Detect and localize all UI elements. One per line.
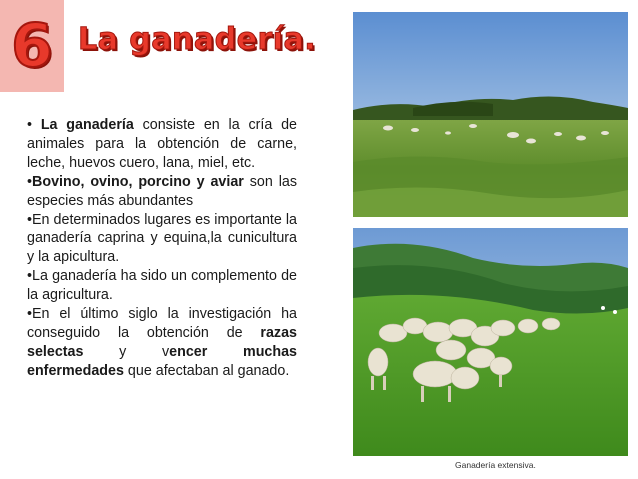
bullet-text: consiste en la cría de animales para la obtención de carne, leche, huevos cuero, lana, miel, etc. — [27, 117, 297, 171]
bullet-text — [32, 117, 41, 133]
bullet-item — [27, 305, 297, 381]
bullet-strong: La ganadería — [40, 117, 134, 133]
sheep-photo — [353, 228, 628, 456]
bullet-item — [27, 211, 297, 268]
bullet-text: La ganadería ha sido un complemento de la agricultura. — [27, 268, 297, 304]
bullet-mark: • — [27, 306, 33, 323]
bullet-strong: encer muchas enfermedades — [27, 343, 298, 379]
bullet-mark: • — [27, 173, 33, 190]
pasture-photo — [353, 12, 628, 217]
bullet-text: y — [83, 343, 162, 360]
bullet-text: En determinados lugares es importante la ganadería caprina y equina,la cunicultura y la apicultura. — [27, 211, 297, 266]
bullet-text: En el último siglo la investigación ha conseguido la obtención de — [27, 306, 297, 341]
bullet-mark: • — [27, 211, 33, 228]
slide-number: 6 — [11, 11, 53, 81]
bullet-item — [27, 267, 297, 305]
slide-title: La ganadería. — [78, 22, 317, 57]
bullet-mark: • — [27, 117, 33, 133]
bullet-strong: razas selectas — [27, 324, 297, 360]
bullet-item — [27, 173, 297, 211]
photo-caption: Ganadería extensiva. — [455, 460, 536, 470]
bullet-text: v — [161, 343, 170, 360]
bullet-list — [27, 116, 297, 381]
bullet-text: que afectaban al ganado. — [123, 362, 290, 379]
slide-number-box — [0, 0, 64, 92]
bullet-text: son las especies más abundantes — [27, 173, 297, 209]
bullet-item — [27, 116, 297, 173]
bullet-mark: • — [27, 268, 33, 285]
bullet-strong: Bovino, ovino, porcino y aviar — [32, 173, 244, 190]
